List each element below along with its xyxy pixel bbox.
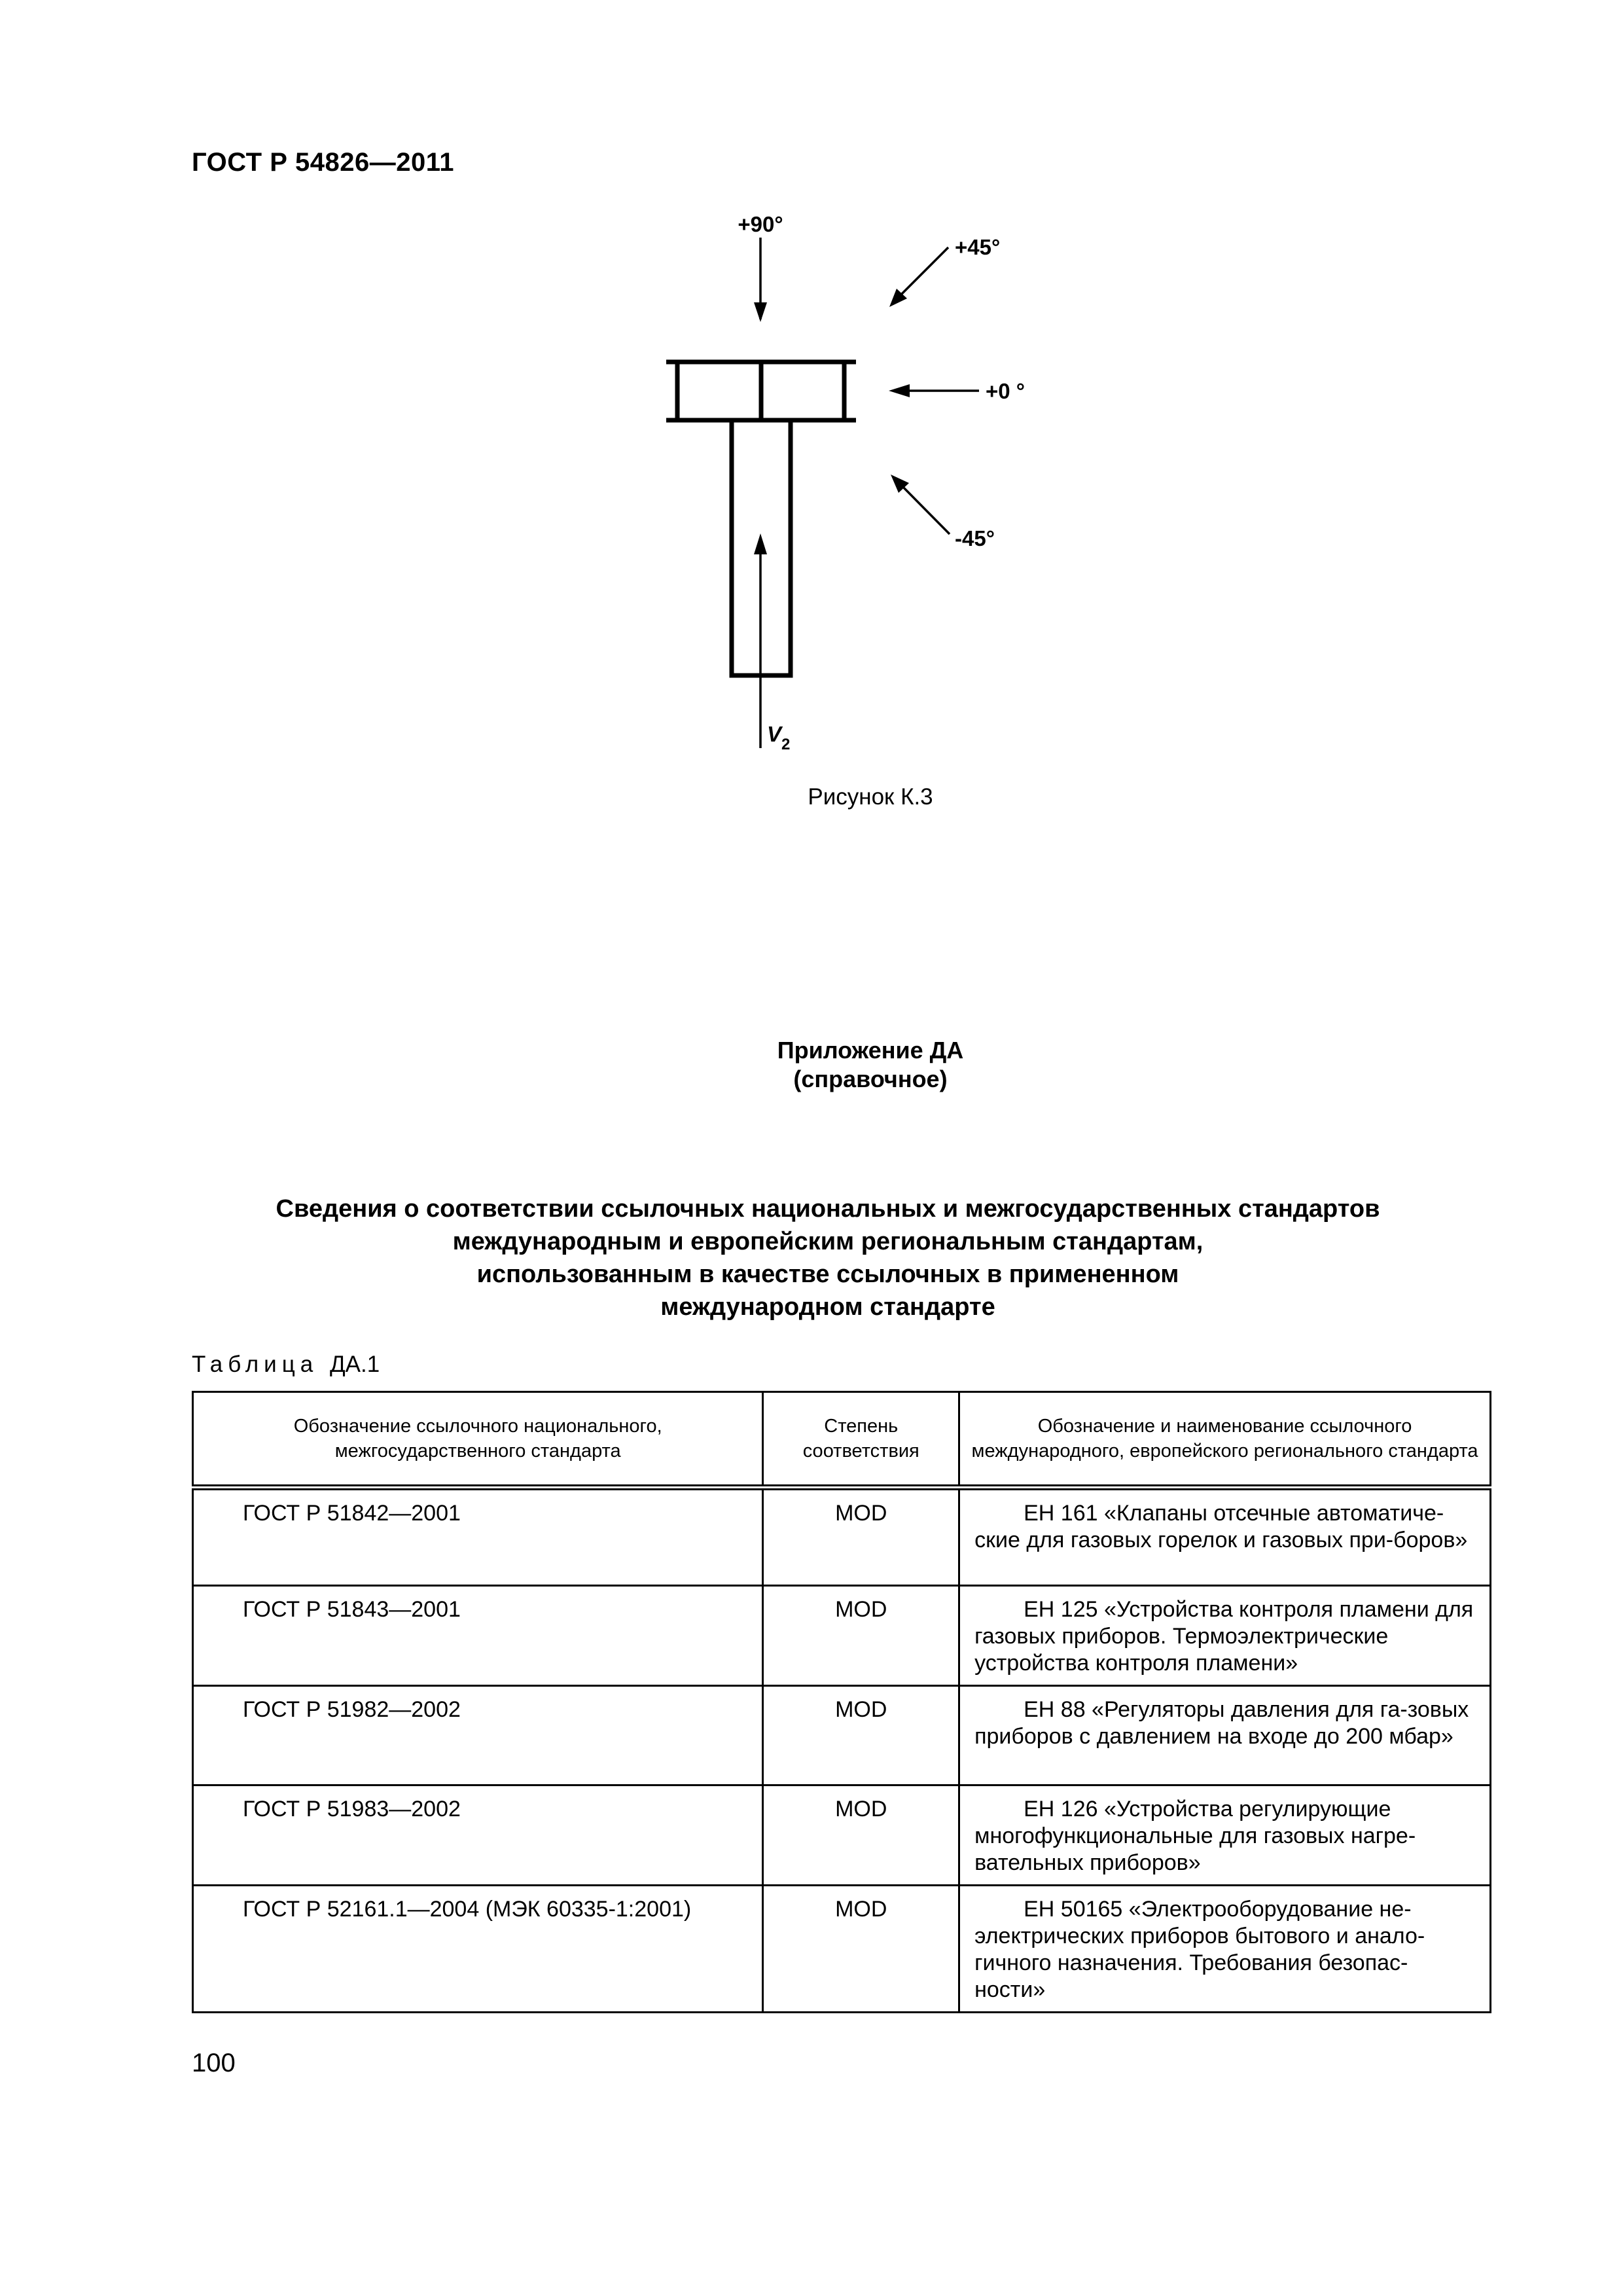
cell-standard: ГОСТ Р 51982—2002	[193, 1686, 763, 1785]
cell-reference: ЕН 161 «Клапаны отсечные автоматиче-ские для газовых горелок и газовых при-боров»	[959, 1488, 1491, 1586]
section-title-line: международным и европейским региональным стандартам,	[452, 1228, 1204, 1255]
page-number: 100	[192, 2049, 236, 2077]
cell-degree: MOD	[763, 1886, 959, 2013]
label-v2-subscript: 2	[781, 736, 791, 753]
table-row	[193, 1686, 1491, 1785]
cell-degree: MOD	[763, 1686, 959, 1785]
table-row	[193, 1886, 1491, 2013]
cell-degree: MOD	[763, 1586, 959, 1686]
figure-k3-diagram	[0, 0, 1623, 785]
cell-reference: ЕН 50165 «Электрооборудование не-электрических приборов бытового и анало-гичного назначения. Требования безопас-ности»	[959, 1886, 1491, 2013]
header-degree: Степень соответствия	[763, 1392, 959, 1488]
document-header: ГОСТ Р 54826—2011	[192, 148, 454, 177]
label-v2	[767, 722, 790, 753]
cell-standard: ГОСТ Р 51842—2001	[193, 1488, 763, 1586]
annex-title: Приложение ДА	[777, 1037, 964, 1064]
arrowhead-plus90	[754, 302, 767, 322]
header-international-standard: Обозначение и наименование ссылочного международного, европейского регионального стандарта	[959, 1392, 1491, 1488]
header-national-standard: Обозначение ссылочного национального, межгосударственного стандарта	[193, 1392, 763, 1488]
table-row	[193, 1488, 1491, 1586]
cell-degree: MOD	[763, 1785, 959, 1886]
cell-reference: ЕН 126 «Устройства регулирующие многофункциональные для газовых нагре-вательных приборов»	[959, 1785, 1491, 1886]
cell-standard: ГОСТ Р 51983—2002	[193, 1785, 763, 1886]
annex-subtitle: (справочное)	[793, 1066, 948, 1092]
label-zero: +0 °	[986, 379, 1025, 403]
table-row	[193, 1586, 1491, 1686]
cell-standard: ГОСТ Р 52161.1—2004 (МЭК 60335-1:2001)	[193, 1886, 763, 2013]
table-label	[192, 1352, 380, 1378]
label-plus45: +45°	[955, 235, 1001, 259]
table-header-row	[193, 1392, 1491, 1488]
standards-table	[192, 1391, 1491, 2013]
section-title	[0, 1193, 1623, 1323]
table-label-word: Таблица	[192, 1352, 319, 1377]
cell-standard: ГОСТ Р 51843—2001	[193, 1586, 763, 1686]
cell-reference: ЕН 88 «Регуляторы давления для га-зовых приборов с давлением на входе до 200 мбар»	[959, 1686, 1491, 1785]
arrowhead-v2	[754, 533, 767, 554]
label-plus90: +90°	[738, 212, 783, 236]
table-label-number: ДА.1	[329, 1352, 380, 1377]
cell-degree: MOD	[763, 1488, 959, 1586]
annex-heading	[0, 1036, 1623, 1094]
label-minus45: -45°	[955, 526, 995, 550]
section-title-line: международном стандарте	[660, 1293, 995, 1321]
section-title-line: использованным в качестве ссылочных в примененном	[476, 1261, 1179, 1288]
section-title-line: Сведения о соответствии ссылочных национальных и межгосударственных стандартов	[276, 1195, 1380, 1223]
label-v2-main: V	[767, 722, 782, 746]
figure-caption: Рисунок К.3	[808, 784, 933, 810]
arrowhead-zero	[889, 384, 910, 397]
cell-reference: ЕН 125 «Устройства контроля пламени для газовых приборов. Термоэлектрические устройства контроля пламени»	[959, 1586, 1491, 1686]
table-row	[193, 1785, 1491, 1886]
